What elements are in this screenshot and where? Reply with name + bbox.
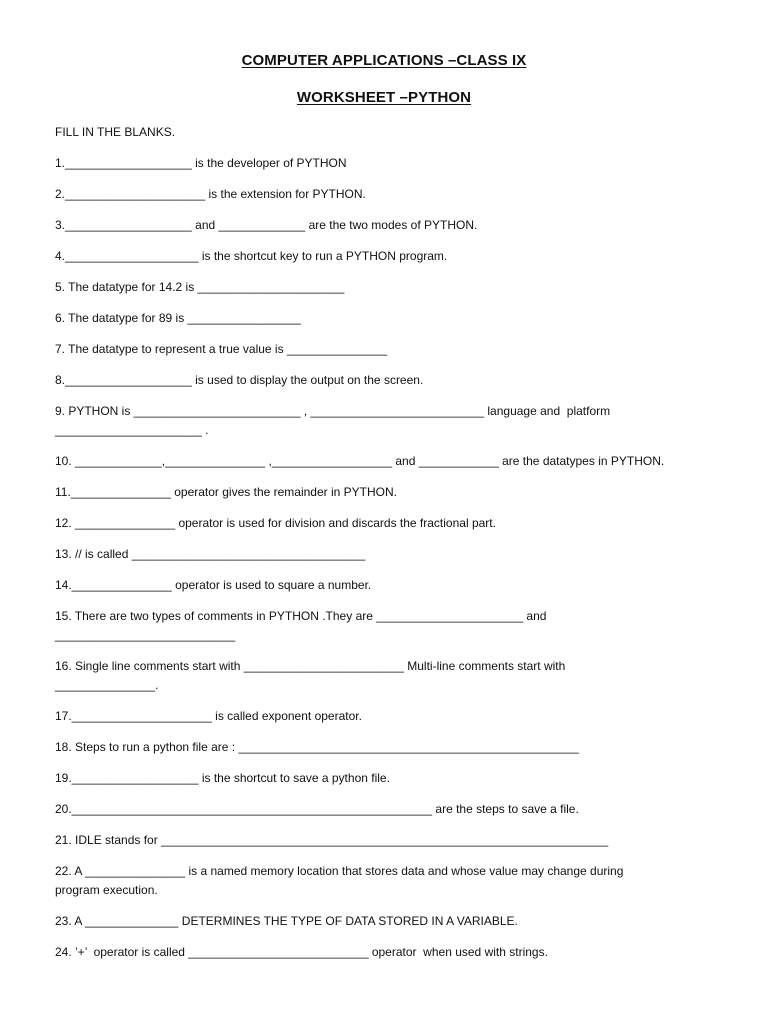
question-15: 15. There are two types of comments in PYTHON .They are ______________________ and	[55, 609, 547, 623]
question-20: 20.______________________________________________________ are the steps to save a file.	[55, 802, 579, 816]
page-title: COMPUTER APPLICATIONS –CLASS IX	[241, 52, 527, 69]
question-6: 6. The datatype for 89 is _________________	[55, 311, 301, 325]
question-24: 24. ’+’ operator is called ___________________________ operator when used with strings.	[55, 945, 548, 959]
question-22: 22. A _______________ is a named memory location that stores data and whose value may change during	[55, 864, 624, 878]
question-17: 17._____________________ is called exponent operator.	[55, 709, 362, 723]
question-13: 13. // is called ___________________________________	[55, 547, 366, 561]
question-1: 1.___________________ is the developer of PYTHON	[55, 156, 347, 170]
question-5: 5. The datatype for 14.2 is ______________________	[55, 280, 345, 294]
question-3: 3.___________________ and _____________ are the two modes of PYTHON.	[55, 218, 478, 232]
question-9: 9. PYTHON is _________________________ , __________________________ language and platform	[55, 404, 611, 418]
question-22-continuation: program execution.	[55, 883, 158, 897]
question-8: 8.___________________ is used to display the output on the screen.	[55, 373, 424, 387]
question-19: 19.___________________ is the shortcut to save a python file.	[55, 771, 390, 785]
question-14: 14._______________ operator is used to square a number.	[55, 578, 372, 592]
question-11: 11._______________ operator gives the remainder in PYTHON.	[55, 485, 397, 499]
question-16: 16. Single line comments start with ________________________ Multi-line comments start with	[55, 659, 566, 673]
question-10: 10. _____________,_______________ ,__________________ and ____________ are the datatypes in PYTHON.	[55, 454, 665, 468]
worksheet-subtitle: WORKSHEET –PYTHON	[296, 89, 472, 106]
section-heading: FILL IN THE BLANKS.	[55, 125, 176, 139]
question-12: 12. _______________ operator is used for division and discards the fractional part.	[55, 516, 496, 530]
question-18: 18. Steps to run a python file are : ___________________________________________________	[55, 740, 579, 754]
question-4: 4.____________________ is the shortcut key to run a PYTHON program.	[55, 249, 448, 263]
question-23: 23. A ______________ DETERMINES THE TYPE OF DATA STORED IN A VARIABLE.	[55, 914, 518, 928]
question-7: 7. The datatype to represent a true value is _______________	[55, 342, 388, 356]
question-16-continuation: _______________.	[55, 678, 159, 692]
question-2: 2._____________________ is the extension for PYTHON.	[55, 187, 366, 201]
question-9-continuation: ______________________ .	[55, 423, 209, 437]
question-15-continuation: ___________________________	[55, 628, 236, 642]
question-21: 21. IDLE stands for ___________________________________________________________________	[55, 833, 609, 847]
